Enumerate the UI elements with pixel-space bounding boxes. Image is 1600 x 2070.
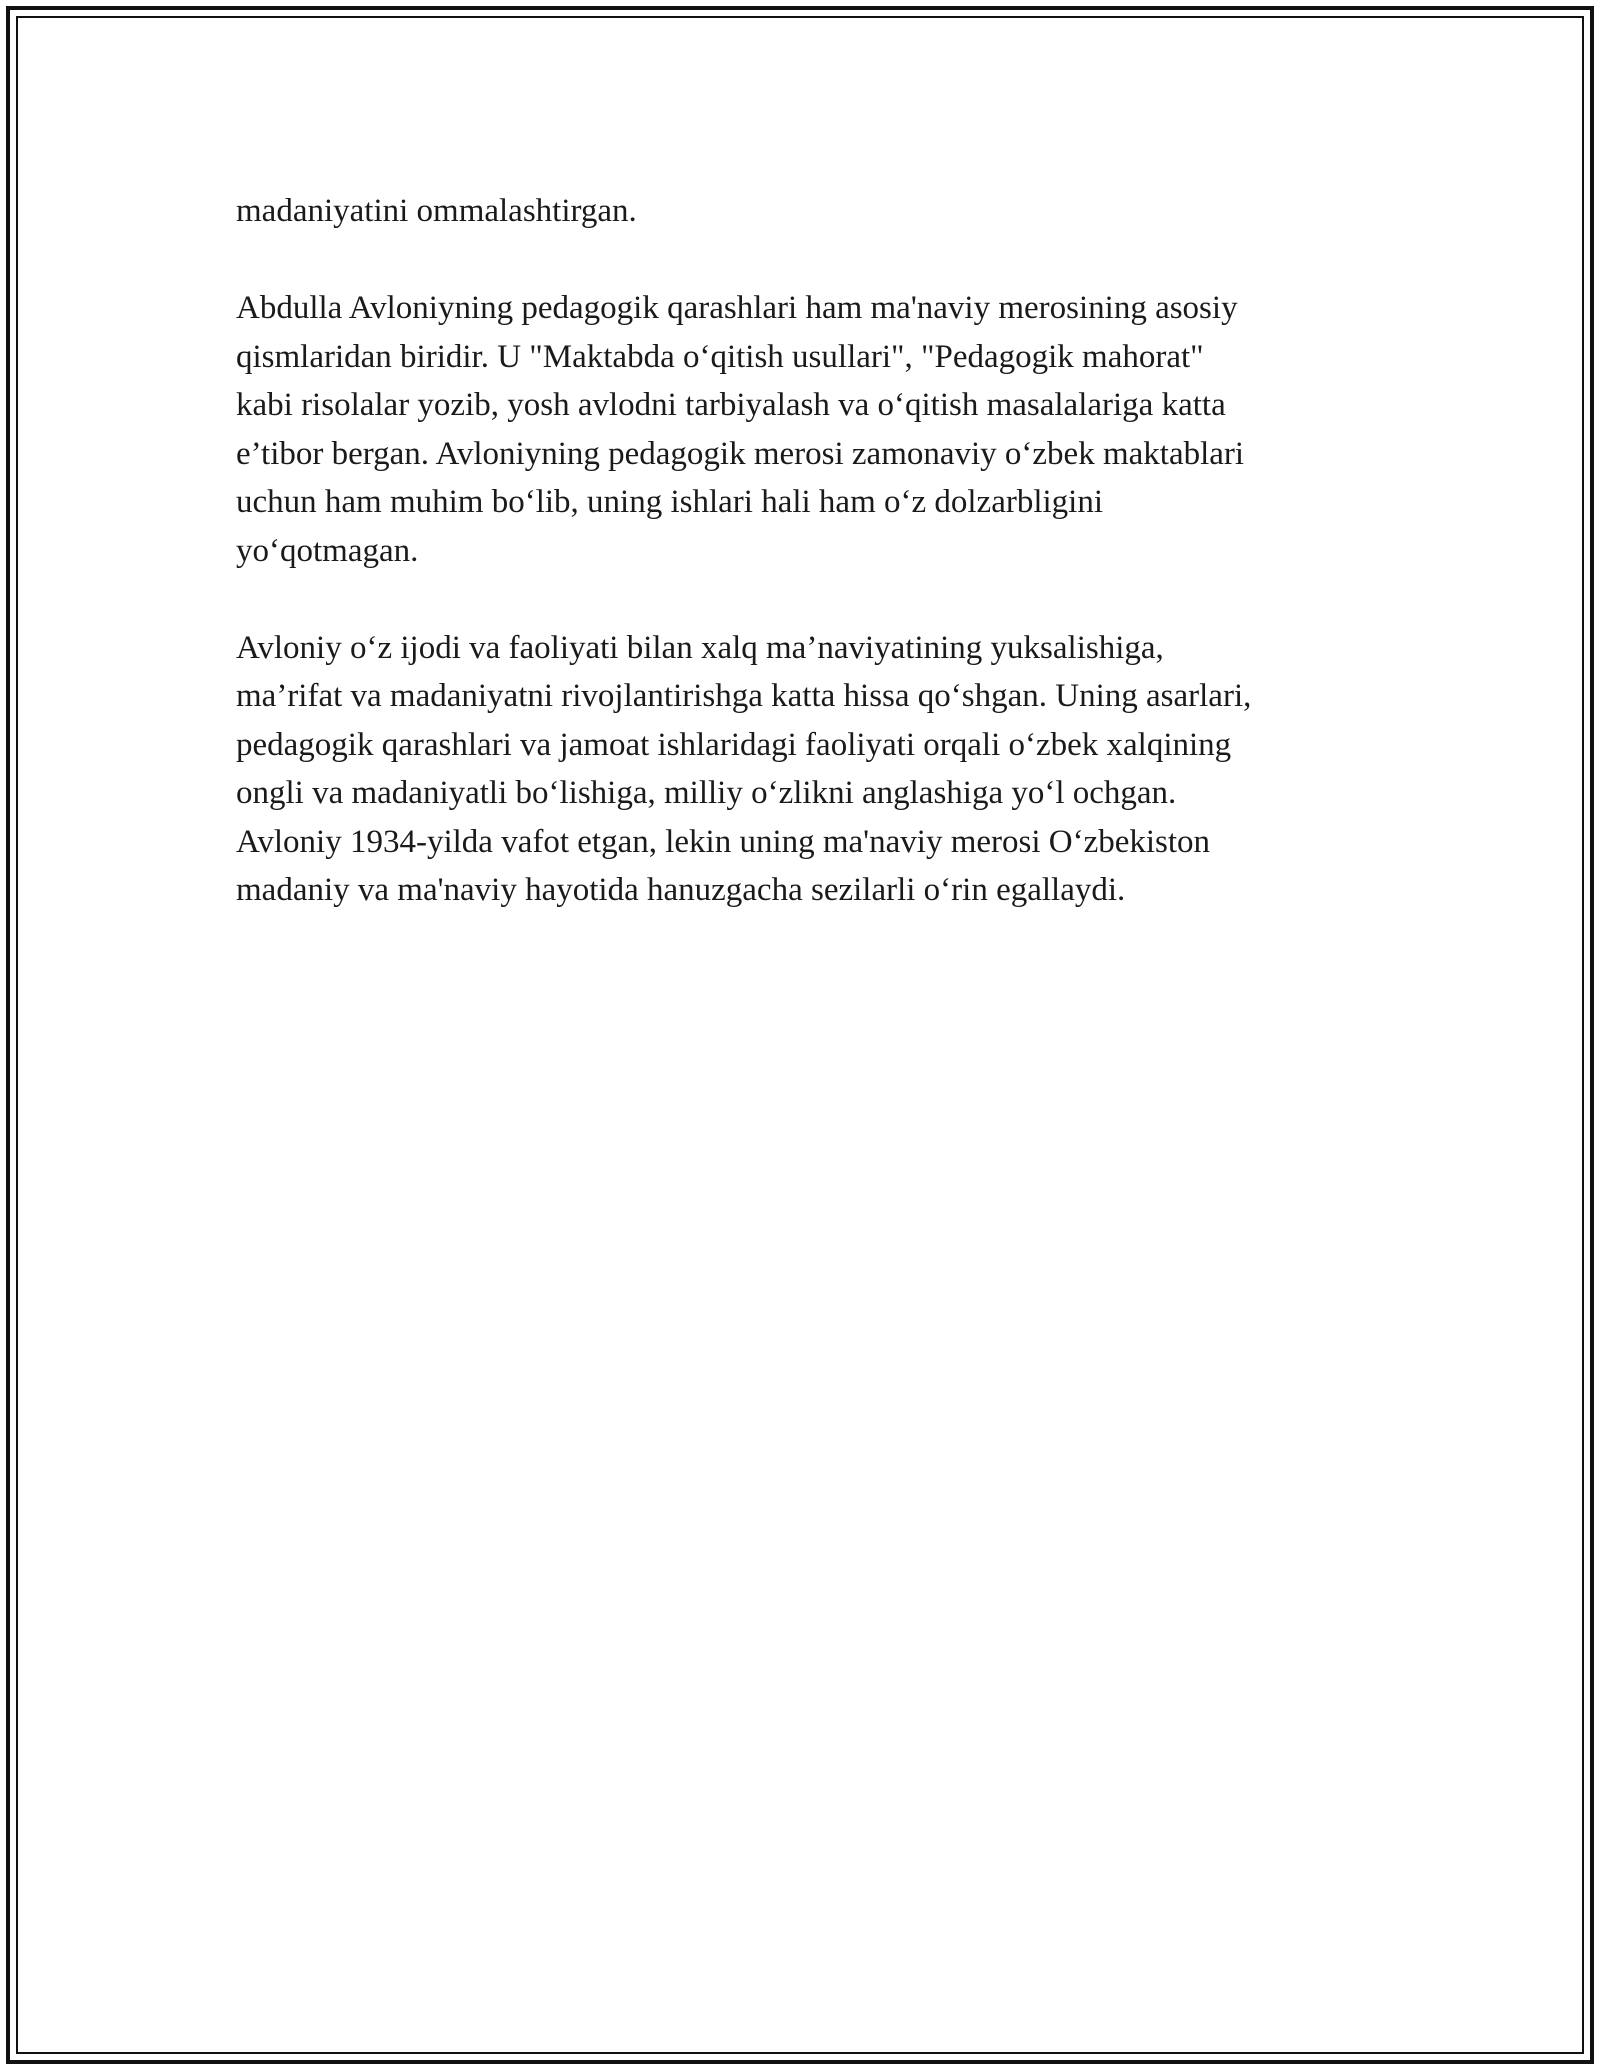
text-line: ongli va madaniyatli bo‘lishiga, milliy o‘zlikni anglashiga yo‘l ochgan. (236, 775, 1177, 811)
text-line: Avloniy 1934-yilda vafot etgan, lekin uning ma'naviy merosi O‘zbekiston (236, 823, 1211, 860)
paragraph-pedagogical-views (236, 284, 1366, 575)
text-line: ma’rifat va madaniyatni rivojlantirishga katta hissa qo‘shgan. Uning asarlari, (236, 678, 1252, 714)
document-body (236, 187, 1366, 963)
text-line: Avloniy o‘z ijodi va faoliyati bilan xalq ma’naviyatining yuksalishiga, (236, 629, 1164, 666)
text-line: yo‘qotmagan. (236, 532, 419, 569)
text-line: qismlaridan biridir. U "Maktabda o‘qitish usullari", "Pedagogik mahorat" (236, 338, 1204, 375)
text-line: madaniy va ma'naviy hayotida hanuzgacha sezilarli o‘rin egallaydi. (236, 872, 1126, 908)
text-line: kabi risolalar yozib, yosh avlodni tarbiyalash va o‘qitish masalalariga katta (236, 387, 1226, 423)
paragraph-legacy (236, 624, 1366, 915)
text-line: Abdulla Avloniyning pedagogik qarashlari ham ma'naviy merosining asosiy (236, 290, 1238, 326)
text-line: madaniyatini ommalashtirgan. (236, 193, 637, 229)
paragraph-continuation (236, 187, 1366, 236)
text-line: uchun ham muhim bo‘lib, uning ishlari hali ham o‘z dolzarbligini (236, 484, 1104, 520)
text-line: pedagogik qarashlari va jamoat ishlaridagi faoliyati orqali o‘zbek xalqining (236, 726, 1232, 763)
text-line: e’tibor bergan. Avloniyning pedagogik merosi zamonaviy o‘zbek maktablari (236, 435, 1245, 472)
